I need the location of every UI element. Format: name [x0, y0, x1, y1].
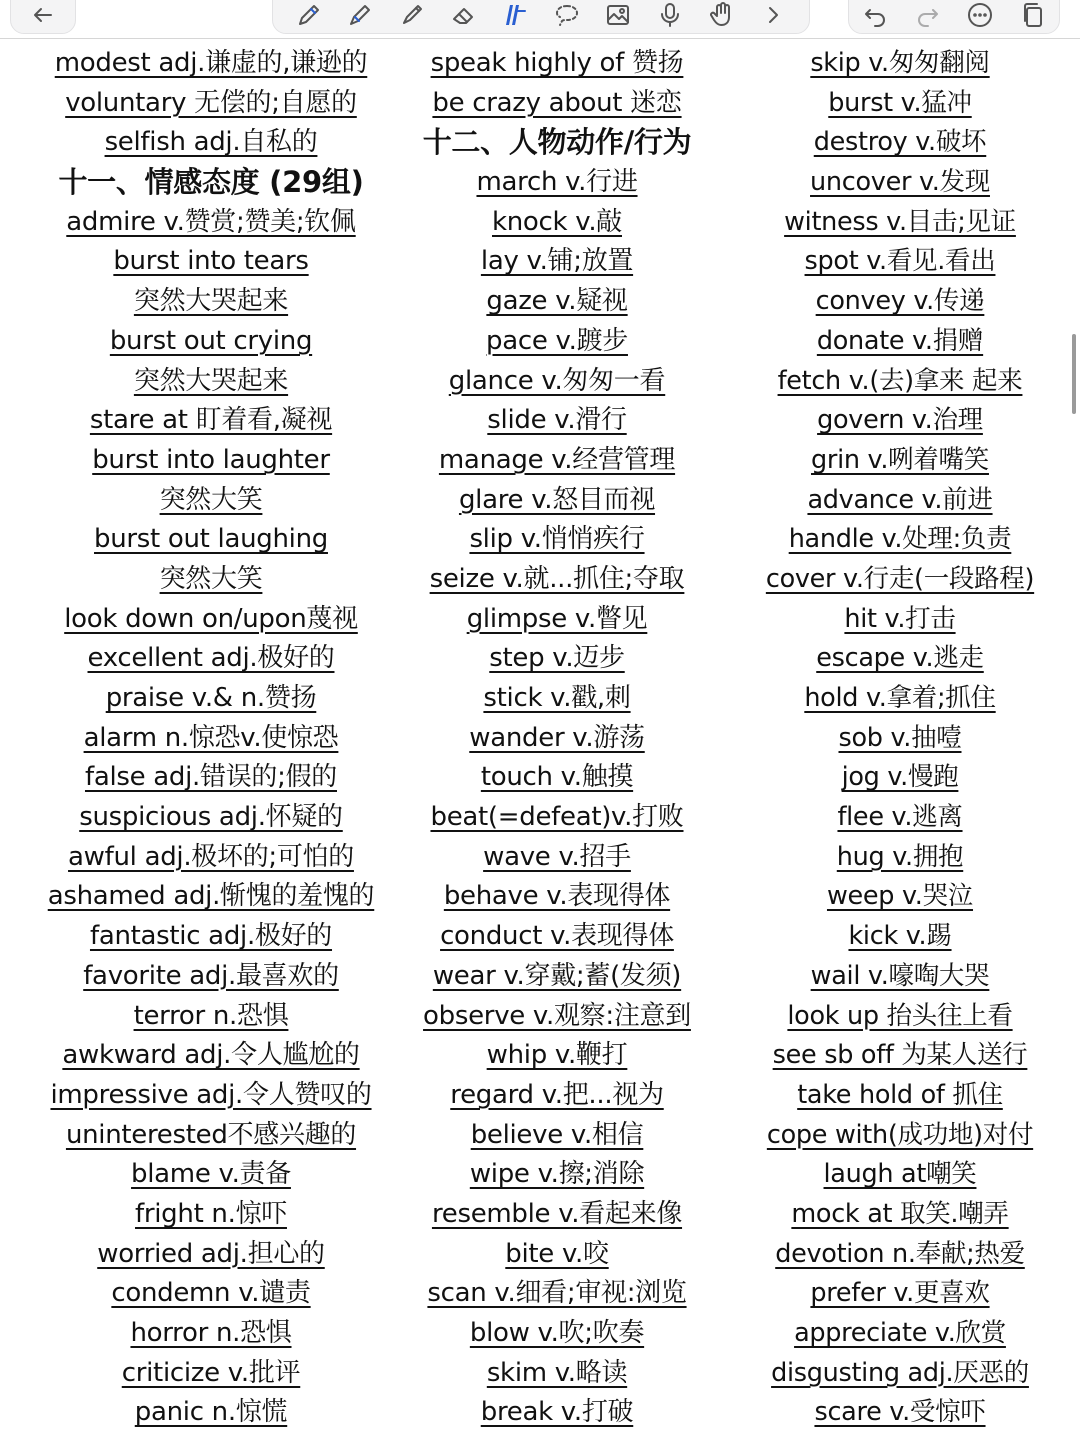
vocab-entry-text: laugh at嘲笑 — [823, 1159, 977, 1190]
vocab-entry-text: devotion n.奉献;热爱 — [775, 1238, 1025, 1269]
vocab-entry — [750, 1314, 1050, 1354]
vocab-entry — [750, 1274, 1050, 1314]
vocab-entry-text: criticize v.批评 — [121, 1357, 301, 1388]
vocab-entry — [750, 798, 1050, 838]
vocab-entry — [36, 877, 386, 917]
vocab-entry-text: weep v.哭泣 — [826, 881, 974, 912]
vocab-entry — [36, 123, 386, 163]
toolbar-tools-group — [272, 0, 810, 34]
vocab-entry-text: escape v.逃走 — [816, 643, 984, 674]
back-arrow-icon — [29, 1, 57, 29]
vocab-entry-text: slip v.悄悄疾行 — [469, 524, 645, 555]
vocab-entry — [750, 560, 1050, 600]
vocab-entry — [36, 679, 386, 719]
vocab-entry — [400, 401, 714, 441]
vocab-entry — [36, 44, 386, 84]
text-tool-icon — [501, 1, 529, 29]
vocab-entry — [400, 679, 714, 719]
note-toolbar — [0, 0, 1080, 39]
vocab-entry — [400, 362, 714, 402]
vocab-entry — [400, 1116, 714, 1156]
vocab-entry — [750, 520, 1050, 560]
lasso-icon — [553, 1, 581, 29]
vocab-entry — [750, 441, 1050, 481]
vocab-entry — [750, 957, 1050, 997]
vocab-entry — [400, 957, 714, 997]
vocab-entry — [750, 84, 1050, 124]
vocab-entry — [36, 560, 386, 600]
vocab-entry — [750, 639, 1050, 679]
lasso-tool-button[interactable] — [549, 0, 585, 30]
vocab-entry — [400, 44, 714, 84]
vertical-scrollbar[interactable] — [1072, 334, 1076, 414]
vocab-entry — [36, 1393, 386, 1433]
vocab-entry-text: burst into tears — [113, 246, 309, 277]
vocab-entry-text: witness v.目击;见证 — [784, 206, 1016, 237]
vocab-entry — [750, 1076, 1050, 1116]
vocab-entry-text: blow v.吹;吹奏 — [469, 1318, 645, 1348]
vocab-entry — [400, 877, 714, 917]
vocab-entry — [400, 798, 714, 838]
pen-icon — [295, 1, 323, 29]
vocab-entry — [400, 282, 714, 322]
vocab-entry-text: regard v.把...视为 — [450, 1079, 664, 1110]
vocab-entry — [750, 1354, 1050, 1394]
vocab-entry-text: cope with(成功地)对付 — [766, 1119, 1034, 1150]
vocab-entry — [36, 758, 386, 798]
vocab-entry — [400, 1274, 714, 1314]
vocab-entry — [400, 1195, 714, 1235]
section-heading — [36, 163, 386, 203]
marker-tool-button[interactable] — [394, 0, 430, 30]
vocab-entry — [750, 1155, 1050, 1195]
vocab-entry-text: take hold of 抓住 — [797, 1079, 1003, 1110]
vocab-entry-text: convey v.传递 — [815, 286, 985, 317]
vocab-entry — [400, 1155, 714, 1195]
vocab-entry — [36, 242, 386, 282]
vocab-entry-text: break v.打破 — [480, 1397, 634, 1428]
vocab-entry-text: observe v.观察:注意到 — [423, 1000, 691, 1031]
undo-button[interactable] — [857, 0, 893, 30]
vocab-entry — [400, 1354, 714, 1394]
section-heading — [400, 123, 714, 163]
vocab-entry-text: march v.行进 — [476, 167, 638, 198]
vocab-entry-text: burst out laughing — [94, 524, 328, 555]
vocab-entry — [750, 44, 1050, 84]
vocab-entry-text: burst v.猛冲 — [828, 87, 972, 118]
pages-button[interactable] — [1015, 0, 1051, 30]
vocab-entry — [750, 163, 1050, 203]
redo-icon — [914, 1, 942, 29]
vocab-entry-text: gaze v.疑视 — [486, 286, 628, 317]
vocab-entry-text: glimpse v.瞥见 — [466, 603, 648, 634]
vocab-entry — [750, 1116, 1050, 1156]
vocab-entry-text: bite v.咬 — [505, 1238, 609, 1269]
more-icon — [966, 1, 994, 29]
vocab-entry — [400, 997, 714, 1037]
vocab-entry — [36, 1195, 386, 1235]
vocab-entry — [36, 322, 386, 362]
vocab-entry-text: slide v.滑行 — [487, 405, 627, 436]
vocab-entry-text: spot v.看见.看出 — [804, 246, 996, 277]
vocab-entry-text: scare v.受惊吓 — [814, 1397, 986, 1428]
vocab-entry — [36, 1076, 386, 1116]
vocab-entry — [36, 1036, 386, 1076]
eraser-icon — [450, 1, 478, 29]
vocab-entry-text: jog v.慢跑 — [841, 762, 959, 793]
vocab-entry-text: alarm n.惊恐v.使惊恐 — [83, 722, 339, 753]
vocab-entry — [36, 719, 386, 759]
vocab-entry-text: awful adj.极坏的;可怕的 — [68, 841, 354, 872]
marker-icon — [398, 1, 426, 29]
vocab-entry — [750, 838, 1050, 878]
vocab-entry — [36, 481, 386, 521]
vocab-entry-text: believe v.相信 — [470, 1119, 644, 1150]
vocab-entry — [400, 84, 714, 124]
vocab-entry — [400, 560, 714, 600]
vocab-entry — [750, 123, 1050, 163]
vocab-entry-text: wear v.穿戴;蓄(发须) — [432, 960, 682, 991]
vocab-entry — [750, 877, 1050, 917]
insert-image-button[interactable] — [600, 0, 636, 30]
back-button[interactable] — [25, 0, 61, 30]
vocab-entry — [400, 203, 714, 243]
vocab-entry — [400, 322, 714, 362]
vocab-entry-text: wander v.游荡 — [469, 722, 645, 753]
vocab-entry-text: step v.迈步 — [489, 643, 625, 674]
vocab-entry — [750, 600, 1050, 640]
vocab-entry-text: terror n.恐惧 — [133, 1000, 289, 1031]
vocab-entry-text: conduct v.表现得体 — [440, 921, 674, 952]
more-options-button[interactable] — [962, 0, 998, 30]
vocab-entry — [400, 1036, 714, 1076]
vocab-entry-text: pace v.踱步 — [486, 325, 628, 356]
vocab-entry-text: ashamed adj.惭愧的羞愧的 — [47, 881, 375, 912]
vocab-entry-text: see sb off 为某人送行 — [772, 1040, 1028, 1071]
vocab-entry-text: resemble v.看起来像 — [431, 1198, 683, 1229]
vocab-entry — [400, 163, 714, 203]
vocab-entry-text: false adj.错误的;假的 — [84, 762, 337, 793]
vocab-entry-text: handle v.处理:负责 — [788, 524, 1012, 555]
vocab-entry-text: destroy v.破坏 — [813, 127, 987, 158]
vocab-entry-text: burst out crying — [109, 325, 313, 356]
vocab-entry-text: horror n.恐惧 — [130, 1318, 292, 1348]
vocab-entry-text: stare at 盯着看,凝视 — [89, 405, 333, 436]
vocab-entry-text: prefer v.更喜欢 — [810, 1278, 990, 1309]
vocab-entry-text: donate v.捐赠 — [816, 325, 984, 356]
vocab-entry — [400, 917, 714, 957]
toolbar-left-group — [10, 0, 76, 34]
eraser-tool-button[interactable] — [446, 0, 482, 30]
vocab-entry-text: 突然大哭起来 — [133, 286, 289, 317]
vocab-entry — [400, 758, 714, 798]
vocab-entry — [400, 639, 714, 679]
vocab-entry-text: uninterested不感兴趣的 — [65, 1119, 357, 1150]
text-tool-button[interactable] — [497, 0, 533, 30]
vocab-entry — [36, 798, 386, 838]
vocab-entry — [36, 1155, 386, 1195]
vocab-entry — [400, 1076, 714, 1116]
vocab-entry-text: voluntary 无偿的;自愿的 — [65, 87, 357, 118]
vocab-entry — [750, 481, 1050, 521]
vocab-entry — [36, 1354, 386, 1394]
vocab-entry — [36, 84, 386, 124]
vocab-entry-text: look down on/upon蔑视 — [64, 603, 358, 634]
vocab-entry-text: fantastic adj.极好的 — [89, 921, 333, 952]
vocab-entry-text: 突然大笑 — [159, 484, 263, 515]
vocab-entry-text: disgusting adj.厌恶的 — [771, 1357, 1029, 1388]
vocab-entry-text: worried adj.担心的 — [97, 1238, 325, 1269]
vocab-entry-text: hit v.打击 — [844, 603, 956, 634]
vocab-entry — [36, 639, 386, 679]
vocab-entry — [750, 322, 1050, 362]
vocab-entry-text: beat(=defeat)v.打败 — [430, 802, 684, 833]
vocab-entry-text: 突然大哭起来 — [133, 365, 289, 396]
vocab-entry-text: appreciate v.欣赏 — [794, 1318, 1006, 1348]
vocab-entry-text: excellent adj.极好的 — [87, 643, 335, 674]
vocab-entry-text: advance v.前进 — [807, 484, 993, 515]
record-audio-button[interactable] — [652, 0, 688, 30]
pen-tool-button[interactable] — [291, 0, 327, 30]
vocab-entry-text: suspicious adj.怀疑的 — [79, 802, 343, 833]
vocab-entry — [750, 719, 1050, 759]
vocab-entry — [36, 917, 386, 957]
vocab-entry — [750, 362, 1050, 402]
vocab-entry — [400, 481, 714, 521]
section-heading-text: 十二、人物动作/行为 — [422, 125, 692, 160]
notes-column-3 — [750, 44, 1050, 1433]
hand-tool-button[interactable] — [704, 0, 740, 30]
chevron-right-icon — [759, 1, 787, 29]
vocab-entry-text: glance v.匆匆一看 — [448, 365, 666, 396]
vocab-entry-text: uncover v.发现 — [810, 167, 990, 198]
vocab-entry-text: seize v.就...抓住;夺取 — [429, 563, 685, 594]
vocab-entry — [400, 1393, 714, 1433]
vocab-entry — [36, 1116, 386, 1156]
vocab-entry — [750, 758, 1050, 798]
vocab-entry-text: sob v.抽噎 — [838, 722, 962, 753]
vocab-entry-text: kick v.踢 — [848, 921, 952, 952]
vocab-entry-text: favorite adj.最喜欢的 — [83, 960, 339, 991]
vocab-entry — [36, 600, 386, 640]
vocab-entry — [36, 203, 386, 243]
vocab-entry-text: awkward adj.令人尴尬的 — [62, 1040, 360, 1071]
vocab-entry-text: scan v.细看;审视:浏览 — [427, 1278, 687, 1309]
vocab-entry — [750, 917, 1050, 957]
vocab-entry-text: skim v.略读 — [486, 1357, 628, 1388]
vocab-entry — [750, 401, 1050, 441]
vocab-entry — [750, 1195, 1050, 1235]
vocab-entry — [750, 1036, 1050, 1076]
vocab-entry-text: wail v.嚎啕大哭 — [810, 960, 990, 991]
vocab-entry — [400, 520, 714, 560]
vocab-entry-text: behave v.表现得体 — [443, 881, 671, 912]
vocab-entry — [750, 242, 1050, 282]
vocab-entry-text: mock at 取笑.嘲弄 — [791, 1198, 1009, 1229]
vocab-entry — [400, 441, 714, 481]
pages-icon — [1019, 1, 1047, 29]
vocab-entry-text: lay v.铺;放置 — [480, 246, 634, 277]
vocab-entry-text: praise v.& n.赞扬 — [105, 683, 317, 713]
vocab-entry-text: wave v.招手 — [483, 841, 631, 872]
section-heading-text: 十一、情感态度 (29组) — [58, 165, 364, 200]
vocab-entry — [750, 1393, 1050, 1433]
image-icon — [604, 1, 632, 29]
hand-icon — [708, 1, 736, 29]
vocab-entry — [750, 1235, 1050, 1275]
highlighter-tool-button[interactable] — [342, 0, 378, 30]
vocab-entry-text: impressive adj.令人赞叹的 — [50, 1079, 372, 1110]
vocab-entry — [36, 1274, 386, 1314]
note-canvas[interactable] — [0, 44, 1080, 1440]
vocab-entry-text: manage v.经营管理 — [438, 444, 676, 475]
vocab-entry-text: touch v.触摸 — [480, 762, 634, 793]
vocab-entry-text: 突然大笑 — [159, 563, 263, 594]
redo-button[interactable] — [910, 0, 946, 30]
vocab-entry — [750, 203, 1050, 243]
vocab-entry-text: hold v.拿着;抓住 — [804, 683, 996, 713]
vocab-entry-text: flee v.逃离 — [837, 802, 963, 833]
vocab-entry — [36, 1314, 386, 1354]
vocab-entry — [400, 719, 714, 759]
toolbar-right-group — [848, 0, 1060, 34]
vocab-entry — [36, 520, 386, 560]
vocab-entry — [400, 1314, 714, 1354]
undo-icon — [861, 1, 889, 29]
vocab-entry-text: wipe v.擦;消除 — [469, 1159, 645, 1190]
vocab-entry-text: admire v.赞赏;赞美;钦佩 — [66, 206, 356, 237]
vocab-entry-text: burst into laughter — [92, 444, 330, 475]
vocab-entry — [36, 401, 386, 441]
vocab-entry-text: glare v.怒目而视 — [458, 484, 656, 515]
vocab-entry-text: grin v.咧着嘴笑 — [811, 444, 989, 475]
vocab-entry — [36, 362, 386, 402]
vocab-entry — [36, 957, 386, 997]
vocab-entry-text: selfish adj.自私的 — [104, 127, 318, 158]
vocab-entry-text: modest adj.谦虚的,谦逊的 — [54, 48, 368, 78]
vocab-entry-text: govern v.治理 — [817, 405, 983, 436]
vocab-entry — [400, 242, 714, 282]
vocab-entry — [36, 1235, 386, 1275]
notes-column-1 — [36, 44, 386, 1433]
vocab-entry-text: skip v.匆匆翻阅 — [810, 48, 990, 78]
vocab-entry — [750, 282, 1050, 322]
vocab-entry — [36, 997, 386, 1037]
vocab-entry-text: fetch v.(去)拿来 起来 — [777, 365, 1023, 396]
vocab-entry-text: be crazy about 迷恋 — [432, 87, 682, 118]
vocab-entry — [750, 679, 1050, 719]
vocab-entry-text: blame v.责备 — [131, 1159, 291, 1190]
vocab-entry — [400, 838, 714, 878]
vocab-entry-text: fright n.惊吓 — [135, 1198, 287, 1229]
vocab-entry-text: speak highly of 赞扬 — [430, 48, 684, 78]
vocab-entry — [750, 997, 1050, 1037]
highlighter-icon — [346, 1, 374, 29]
vocab-entry-text: cover v.行走(一段路程) — [765, 563, 1035, 594]
vocab-entry-text: stick v.戳,刺 — [483, 683, 631, 713]
vocab-entry-text: whip v.鞭打 — [486, 1040, 628, 1071]
vocab-entry-text: panic n.惊慌 — [134, 1397, 288, 1428]
vocab-entry-text: hug v.拥抱 — [836, 841, 964, 872]
notes-column-2 — [400, 44, 714, 1433]
vocab-entry — [36, 441, 386, 481]
vocab-entry — [400, 1235, 714, 1275]
vocab-entry-text: knock v.敲 — [492, 206, 622, 237]
vocab-entry — [36, 282, 386, 322]
more-tools-button[interactable] — [755, 0, 791, 30]
vocab-entry-text: look up 抬头往上看 — [787, 1000, 1013, 1031]
vocab-entry — [400, 600, 714, 640]
microphone-icon — [656, 1, 684, 29]
vocab-entry-text: condemn v.谴责 — [111, 1278, 311, 1309]
vocab-entry — [36, 838, 386, 878]
